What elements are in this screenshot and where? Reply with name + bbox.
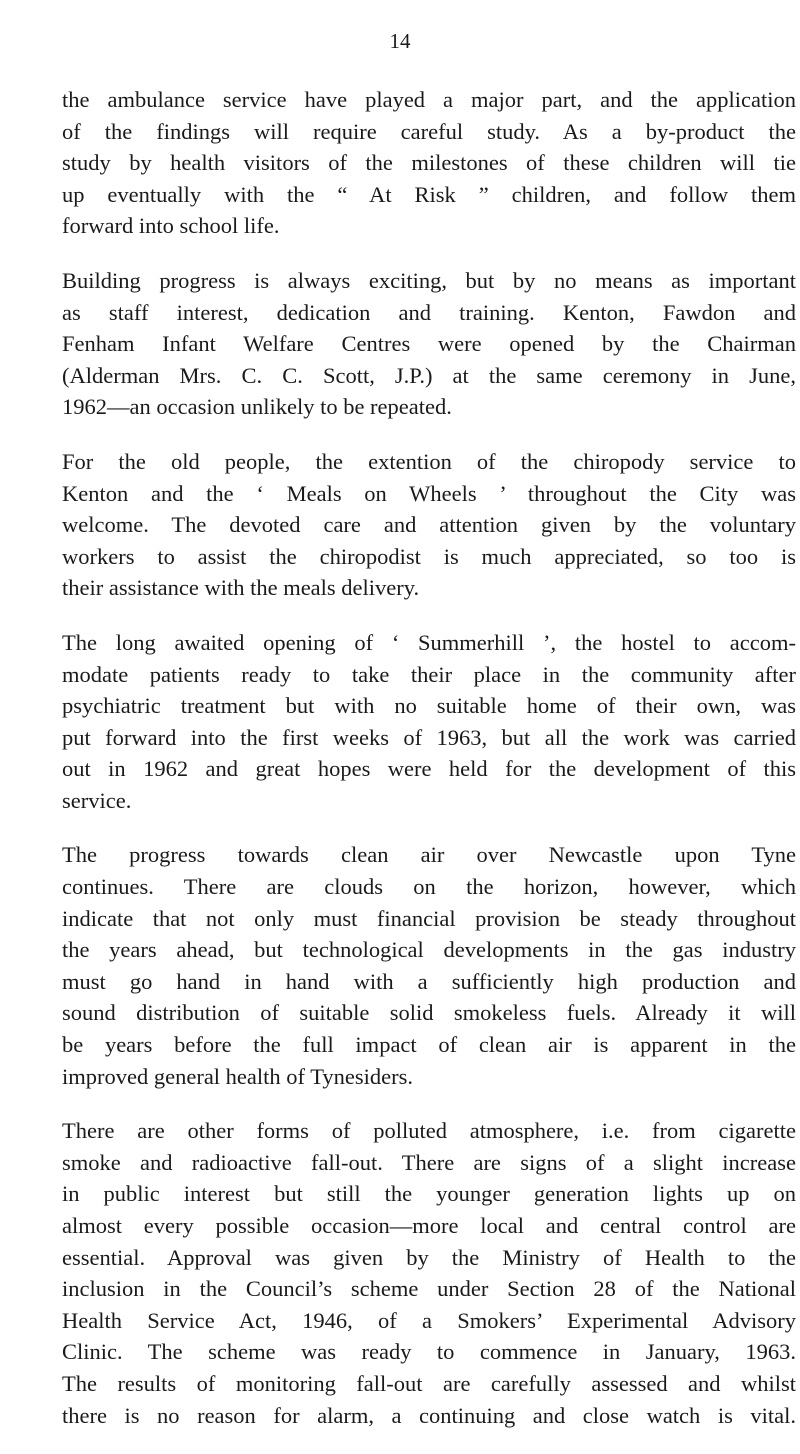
paragraph-ambulance-findings [62, 84, 796, 242]
text-line: smoke and radioactive fall-out. There are signs of a slight increase [62, 1149, 796, 1175]
text-line: sound distribution of suitable solid smokeless fuels. Already it will [62, 1000, 796, 1026]
text-line: as staff interest, dedication and training. Kenton, Fawdon and [62, 299, 796, 325]
paragraph-clean-air [62, 839, 796, 1092]
text-line: the ambulance service have played a major part, and the application [62, 87, 796, 112]
paragraph-summerhill [62, 627, 796, 817]
text-line: put forward into the first weeks of 1963, but all the work was carried [62, 724, 796, 750]
text-line: For the old people, the extention of the chiropody service to [62, 448, 796, 474]
text-line: almost every possible occasion—more local and central control are [62, 1213, 796, 1238]
text-line: workers to assist the chiropodist is much appreciated, so too is [62, 543, 796, 569]
text-line: their assistance with the meals delivery. [62, 575, 420, 601]
text-line: Kenton and the ‘ Meals on Wheels ’ throughout the City was [62, 480, 796, 506]
text-line: Building progress is always exciting, but by no means as important [62, 267, 796, 293]
text-line: study by health visitors of the milestones of these children will tie [62, 150, 796, 176]
paragraph-building-progress [62, 265, 796, 423]
text-line: service. [62, 787, 132, 813]
text-line: up eventually with the “ At Risk ” children, and follow them [62, 181, 796, 207]
text-line: of the findings will require careful study. As a by-product the [62, 118, 796, 144]
text-line: Clinic. The scheme was ready to commence in January, 1963. [62, 1339, 796, 1365]
text-line: psychiatric treatment but with no suitable home of their own, was [62, 693, 796, 719]
text-line: must go hand in hand with a sufficiently high production and [62, 968, 796, 994]
paragraph-polluted-atmosphere [62, 1115, 796, 1431]
text-line: out in 1962 and great hopes were held for the development of this [62, 756, 796, 782]
document-body [62, 84, 796, 1454]
text-line: inclusion in the Council’s scheme under Section 28 of the National [62, 1276, 796, 1302]
text-line: (Alderman Mrs. C. C. Scott, J.P.) at the same ceremony in June, [62, 362, 796, 388]
text-line: essential. Approval was given by the Ministry of Health to the [62, 1244, 796, 1270]
text-line: The results of monitoring fall-out are carefully assessed and whilst [62, 1370, 796, 1396]
text-line: The long awaited opening of ‘ Summerhill ’, the hostel to accom- [62, 629, 796, 655]
text-line: Fenham Infant Welfare Centres were opened by the Chairman [62, 331, 796, 357]
text-line: modate patients ready to take their place in the community after [62, 661, 796, 687]
text-line: be years before the full impact of clean air is apparent in the [62, 1032, 796, 1058]
text-line: continues. There are clouds on the horizon, however, which [62, 874, 796, 900]
text-line: 1962—an occasion unlikely to be repeated. [62, 394, 452, 420]
text-line: forward into school life. [62, 213, 280, 239]
text-line: improved general health of Tynesiders. [62, 1063, 414, 1089]
text-line: the years ahead, but technological developments in the gas industry [62, 937, 796, 963]
paragraph-old-people [62, 446, 796, 604]
text-line: there is no reason for alarm, a continuing and close watch is vital. [62, 1402, 796, 1428]
text-line: welcome. The devoted care and attention given by the voluntary [62, 512, 796, 538]
text-line: in public interest but still the younger generation lights up on [62, 1181, 796, 1207]
text-line: indicate that not only must financial provision be steady throughout [62, 905, 796, 931]
page-number: 14 [389, 29, 411, 53]
text-line: There are other forms of polluted atmosphere, i.e. from cigarette [62, 1118, 796, 1144]
text-line: The progress towards clean air over Newcastle upon Tyne [62, 842, 796, 868]
text-line: Health Service Act, 1946, of a Smokers’ Experimental Advisory [62, 1307, 796, 1333]
